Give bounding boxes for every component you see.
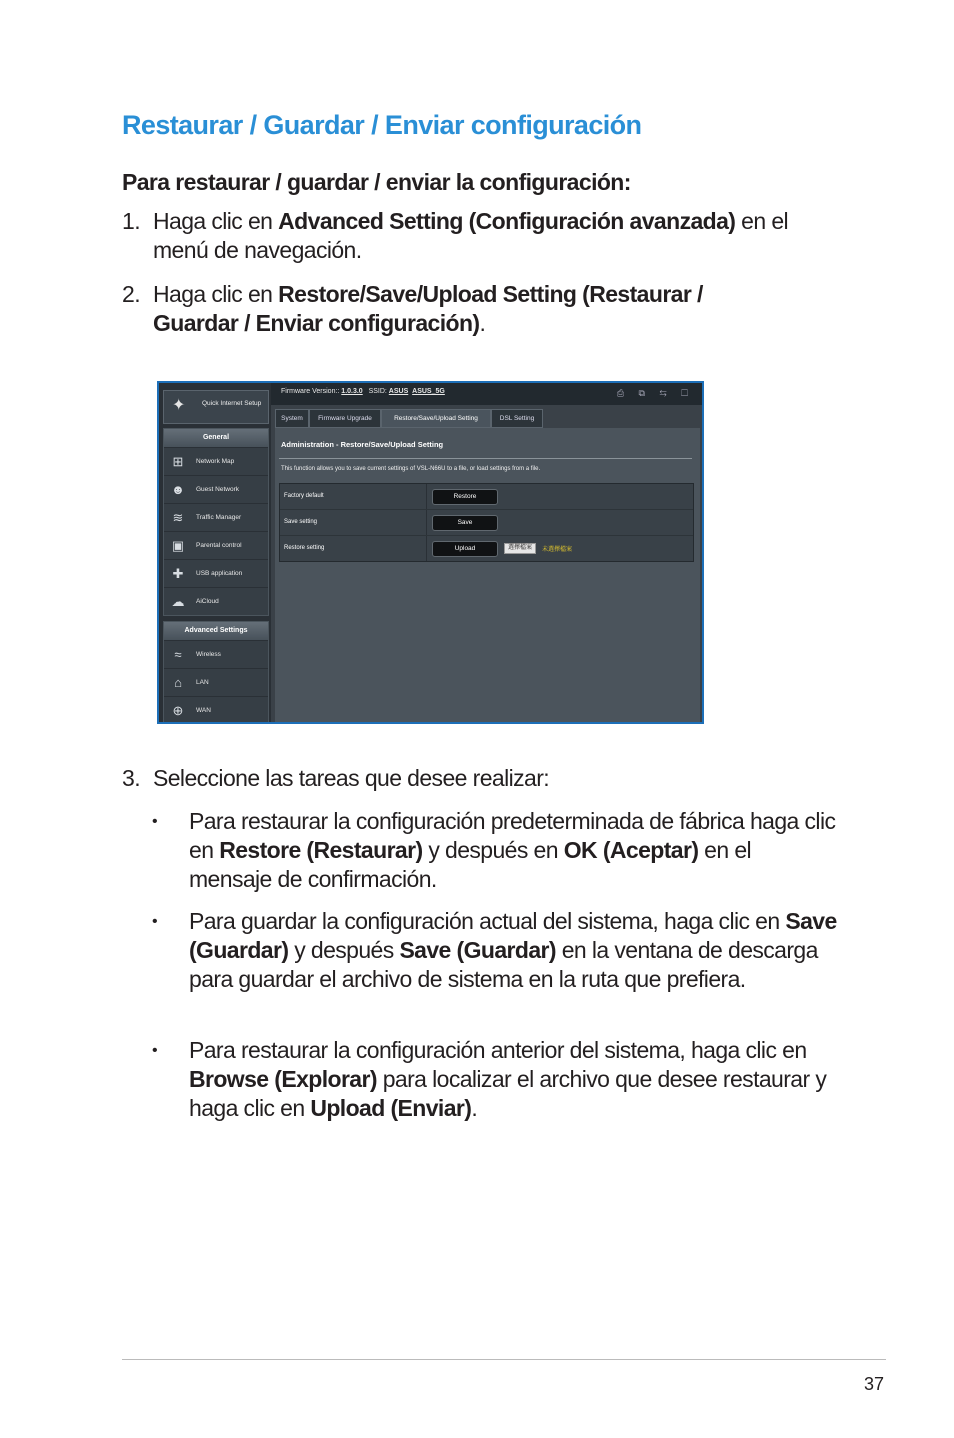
step-1 — [122, 207, 843, 265]
table-row — [280, 536, 693, 561]
step-number: 3. — [122, 765, 140, 791]
status-icons: ⎙ ⧉ ⇆ ☐ — [616, 388, 694, 398]
step-emphasis: Advanced Setting (Configuración avanzada) — [278, 208, 736, 234]
step-text: . — [479, 310, 486, 336]
row-label: Restore setting — [284, 545, 325, 551]
tab-firmware-upgrade[interactable]: Firmware Upgrade — [309, 409, 381, 428]
panel-description: This function allows you to save current settings of VSL-N66U to a file, or load settings from a file. — [281, 466, 541, 472]
sidebar-item-parental-control[interactable]: ▣ Parental control — [164, 531, 268, 559]
settings-panel — [275, 428, 700, 722]
aicloud-icon: ☁ — [171, 594, 185, 609]
bullet-save: • Para guardar la configuración actual del sistema, haga clic en Save (Guardar) y después Save (Guardar) en la ventana de descarga para guardar el archivo de sistema en la ruta que prefiera. — [152, 908, 837, 992]
wan-icon: ⊕ — [172, 703, 184, 718]
magic-wand-icon: ✦ — [172, 397, 186, 414]
page-number: 37 — [864, 1374, 885, 1394]
sidebar-item-network-map[interactable]: ⊞ Network Map — [164, 447, 268, 475]
firmware-info: Firmware Version:: 1.0.3.0 SSID: ASUS ASUS_5G — [281, 388, 445, 395]
network-map-icon: ⊞ — [172, 454, 184, 469]
tab-dsl-setting[interactable]: DSL Setting — [491, 409, 543, 428]
table-row — [280, 510, 693, 536]
general-header: General — [164, 429, 268, 447]
advanced-settings-header: Advanced Settings — [164, 622, 268, 640]
bullet-dot: • — [152, 813, 158, 830]
usb-application-icon: ✚ — [172, 566, 184, 581]
step-text: Seleccione las tareas que desee realizar: — [153, 765, 550, 791]
sidebar-item-aicloud[interactable]: ☁ AiCloud — [164, 587, 268, 615]
sidebar-item-wan[interactable]: ⊕ WAN — [164, 696, 268, 724]
sidebar-item-lan[interactable]: ⌂ LAN — [164, 668, 268, 696]
lan-icon: ⌂ — [174, 675, 182, 690]
step-number: 2. — [122, 281, 140, 307]
section-title: Restaurar / Guardar / Enviar configuración — [122, 110, 642, 140]
tab-system[interactable]: System — [275, 409, 309, 428]
upload-button[interactable]: Upload — [432, 541, 498, 557]
quick-internet-setup-button[interactable] — [163, 390, 269, 424]
table-row — [280, 484, 693, 510]
step-text: Haga clic en — [153, 208, 279, 234]
sidebar — [159, 383, 271, 722]
advanced-settings-menu — [163, 621, 269, 724]
panel-title: Administration - Restore/Save/Upload Setting — [281, 440, 444, 449]
sidebar-item-usb-application[interactable]: ✚ USB application — [164, 559, 268, 587]
sidebar-item-wireless[interactable]: ≈ Wireless — [164, 640, 268, 668]
traffic-manager-icon: ≋ — [172, 510, 184, 525]
step-3 — [122, 764, 843, 793]
browse-file-button[interactable]: 選擇檔案 — [504, 543, 536, 554]
bullet-restore: • Para restaurar la configuración predeterminada de fábrica haga clic en Restore (Restaurar) y después en OK (Aceptar) en el mensaje de confirmación. — [152, 808, 836, 892]
procedure-heading: Para restaurar / guardar / enviar la configuración: — [122, 169, 631, 195]
step-text: en el menú de navegación. — [153, 208, 789, 263]
guest-network-icon: ☻ — [171, 482, 185, 497]
qis-label: Quick Internet Setup — [202, 400, 262, 407]
step-number: 1. — [122, 208, 140, 234]
no-file-selected-text: 未選擇檔案 — [542, 547, 573, 553]
divider — [279, 458, 692, 459]
step-text: Haga clic en — [153, 281, 279, 307]
general-menu — [163, 428, 269, 616]
footer-rule — [122, 1359, 886, 1360]
row-label: Factory default — [284, 493, 324, 499]
wireless-icon: ≈ — [174, 647, 182, 662]
bullet-dot: • — [152, 1042, 158, 1059]
sidebar-item-guest-network[interactable]: ☻ Guest Network — [164, 475, 268, 503]
settings-table — [279, 483, 694, 562]
bullet-dot: • — [152, 913, 158, 930]
router-admin-screenshot — [157, 381, 704, 724]
restore-button[interactable]: Restore — [432, 489, 498, 505]
tab-restore-save-upload[interactable]: Restore/Save/Upload Setting — [381, 409, 491, 428]
save-button[interactable]: Save — [432, 515, 498, 531]
step-emphasis: Restore/Save/Upload Setting (Restaurar / Guardar / Enviar configuración) — [153, 281, 703, 336]
step-2 — [122, 280, 793, 338]
row-label: Save setting — [284, 519, 318, 525]
parental-control-icon: ▣ — [171, 538, 185, 553]
bullet-upload: • Para restaurar la configuración anterior del sistema, haga clic en Browse (Explorar) para localizar el archivo que desee restaurar y haga clic en Upload (Enviar). — [152, 1037, 827, 1121]
sidebar-item-traffic-manager[interactable]: ≋ Traffic Manager — [164, 503, 268, 531]
